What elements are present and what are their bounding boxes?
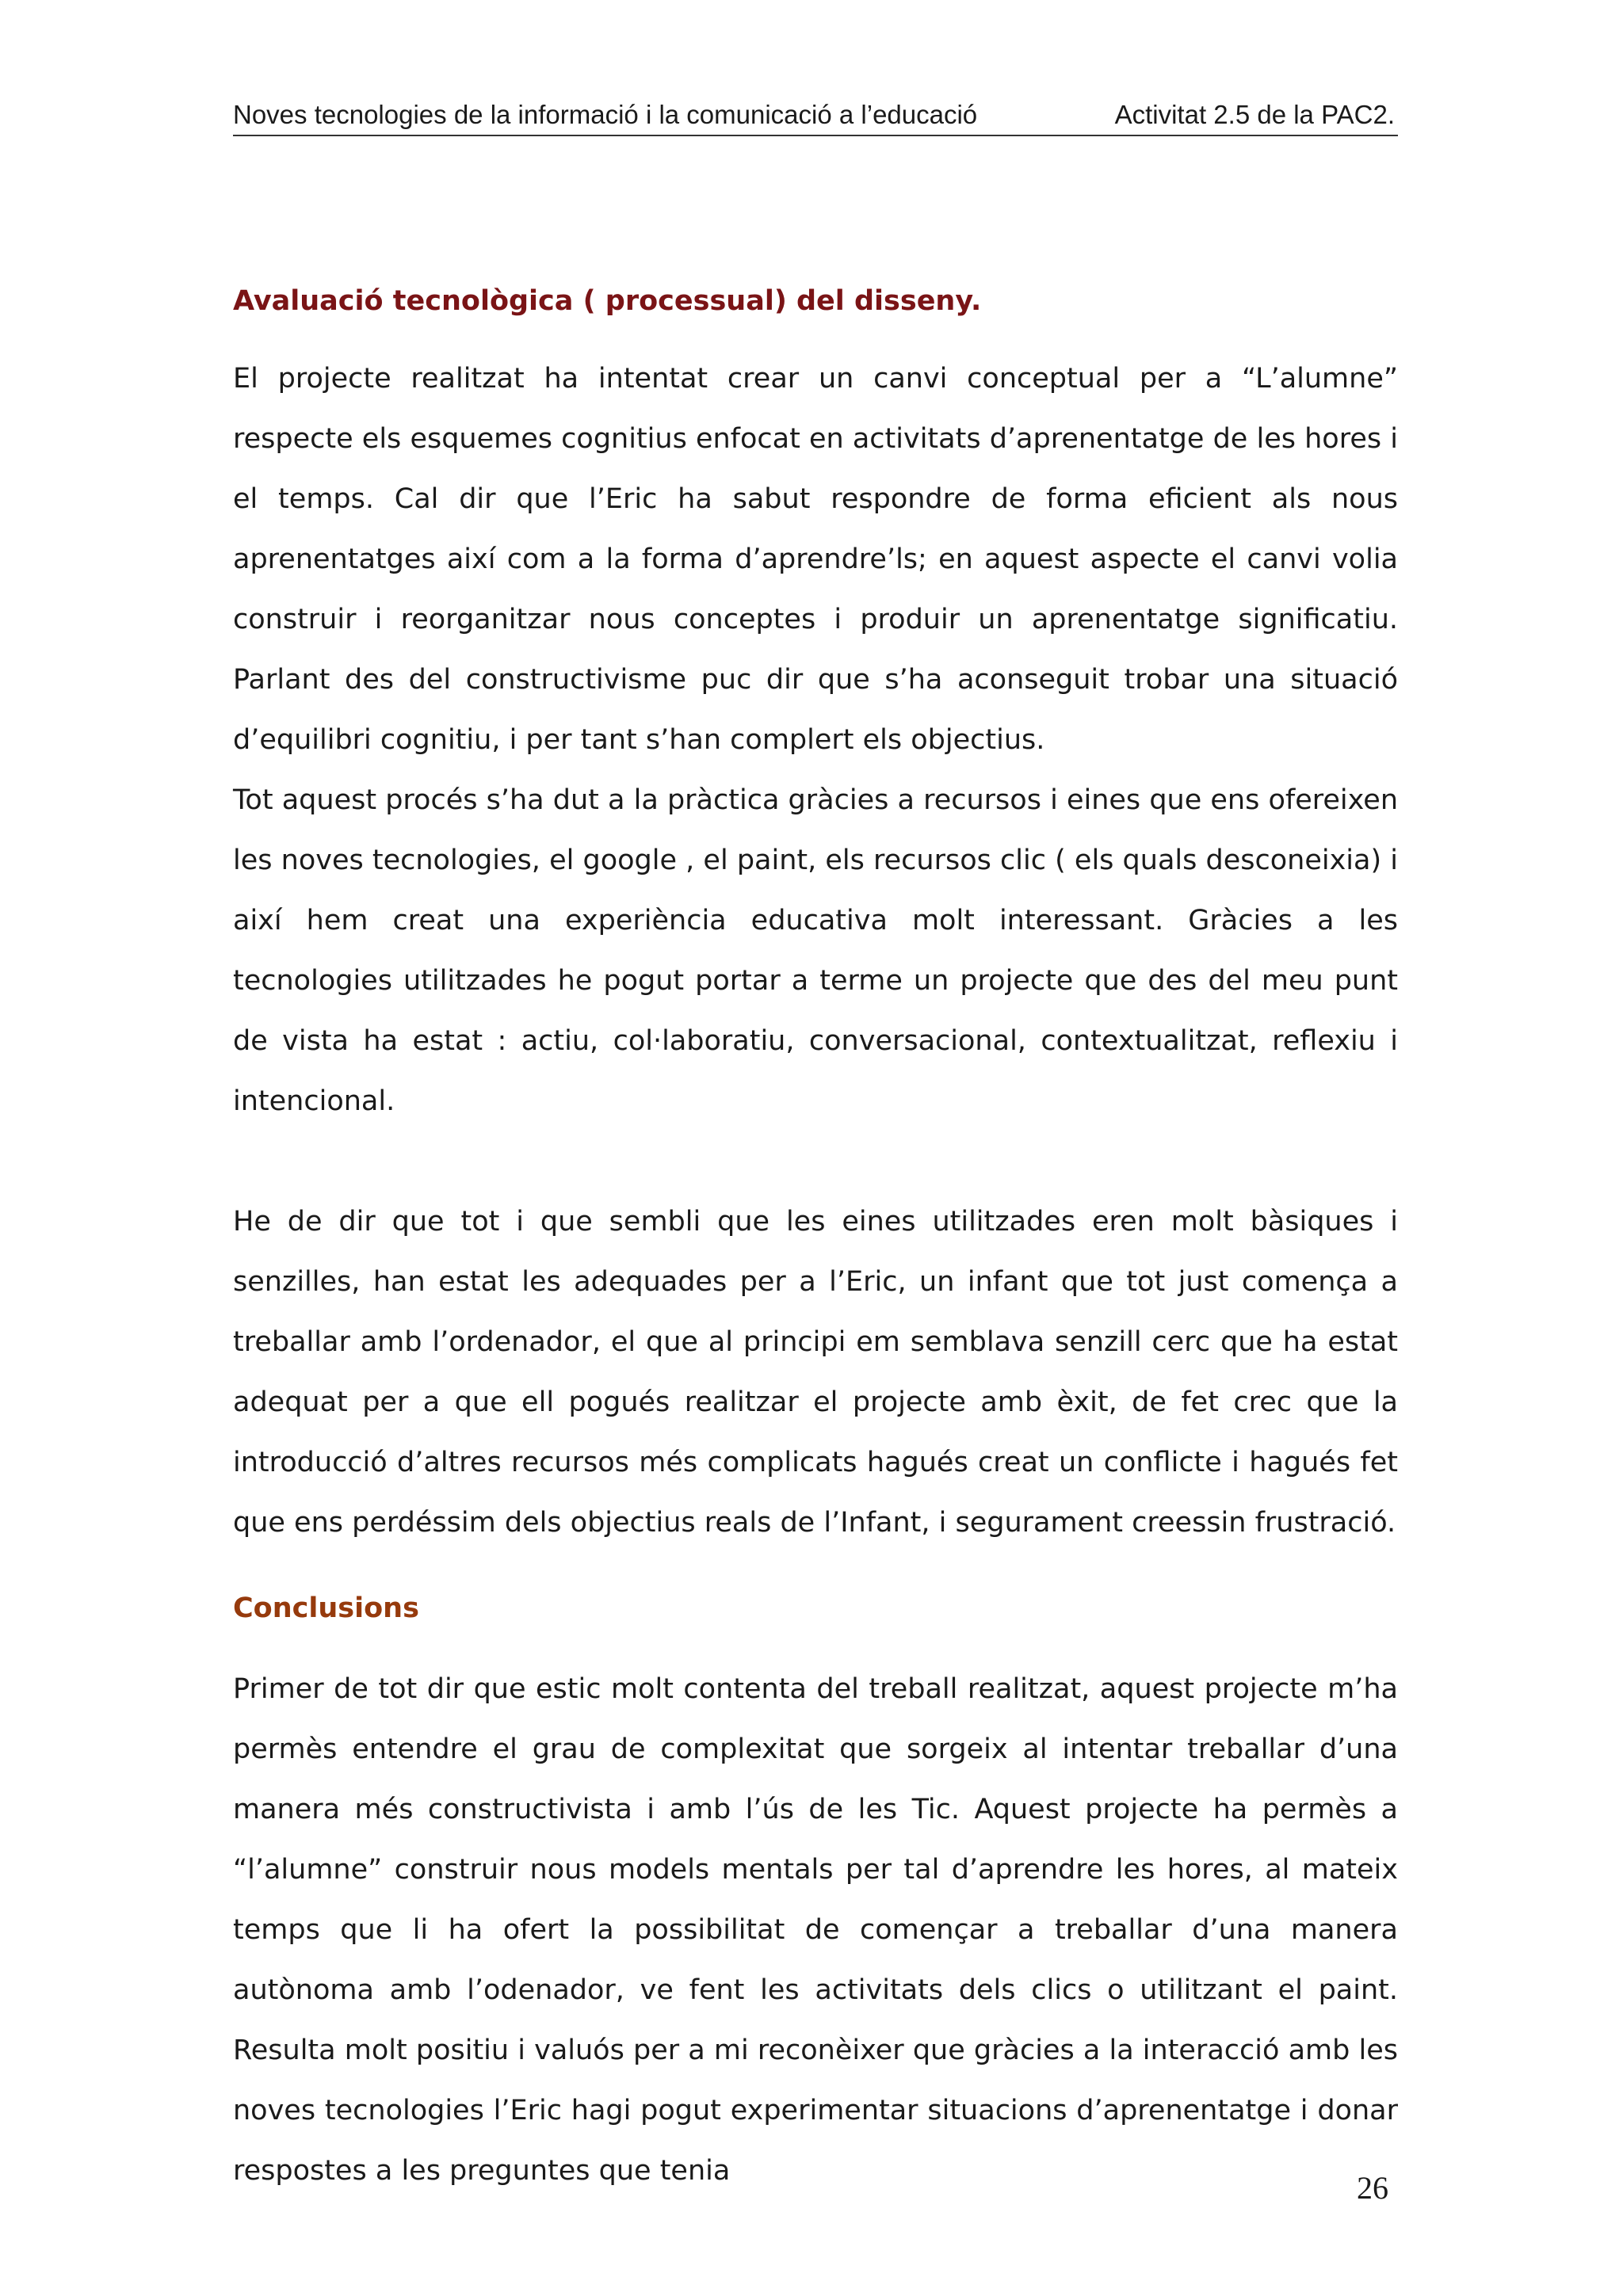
page-number: 26 [1357,2170,1388,2206]
evaluation-heading: Avaluació tecnològica ( processual) del disseny. [233,285,982,317]
spacer [233,1131,1398,1192]
spacer [233,325,1398,349]
evaluation-paragraph-3: He de dir que tot i que sembli que les eines utilitzades eren molt bàsiques i senzilles, han estat les adequades per a l’Eric, un infant que tot just comença a treballar amb l’ordenador, el que al principi em semblava senzill cerc que ha estat adequat per a que ell pogués realitzar el projecte amb èxit, de fet crec que la introducció d’altres recursos més complicats hagués creat un conflicte i hagués fet que ens perdéssim dels objectius reals de l’Infant, i segurament creessin frustració. [233,1206,1398,1539]
conclusions-heading: Conclusions [233,1592,419,1624]
header-course-title: Noves tecnologies de la informació i la comunicació a l’educació [233,100,978,129]
page-body [233,277,1398,2201]
running-header [233,93,1398,136]
evaluation-paragraph-2: Tot aquest procés s’ha dut a la pràctica gràcies a recursos i eines que ens ofereixen les noves tecnologies, el google , el paint, els recursos clic ( els quals desconeixia) i així hem creat una experiència educativa molt interessant. Gràcies a les tecnologies utilitzades he pogut portar a terme un projecte que des del meu punt de vista ha estat : actiu, col·laboratiu, conversacional, contextualitzat, reflexiu i intencional. [233,784,1398,1117]
evaluation-paragraph-1: El projecte realitzat ha intentat crear un canvi conceptual per a “L’alumne” respecte els esquemes cognitius enfocat en activitats d’aprenentatge de les hores i el temps. Cal dir que l’Eric ha sabut respondre de forma eficient als nous aprenentatges així com a la forma d’aprendre’ls; en aquest aspecte el canvi volia construir i reorganitzar nous conceptes i produir un aprenentatge significatiu. Parlant des del constructivisme puc dir que s’ha aconseguit trobar una situació d’equilibri cognitiu, i per tant s’han complert els objectius. [233,363,1398,756]
spacer [233,1632,1398,1659]
header-activity-label: Activitat 2.5 de la PAC2. [1114,100,1395,129]
conclusions-paragraph-1: Primer de tot dir que estic molt contenta del treball realitzat, aquest projecte m’ha permès entendre el grau de complexitat que sorgeix al intentar treballar d’una manera més constructivista i amb l’ús de les Tic. Aquest projecte ha permès a “l’alumne” construir nous models mentals per tal d’aprendre les hores, al mateix temps que li ha ofert la possibilitat de començar a treballar d’una manera autònoma amb l’odenador, ve fent les activitats dels clics o utilitzant el paint. Resulta molt positiu i valuós per a mi reconèixer que gràcies a la interacció amb les noves tecnologies l’Eric hagi pogut experimentar situacions d’aprenentatge i donar respostes a les preguntes que tenia [233,1673,1398,2187]
spacer [233,1553,1398,1585]
